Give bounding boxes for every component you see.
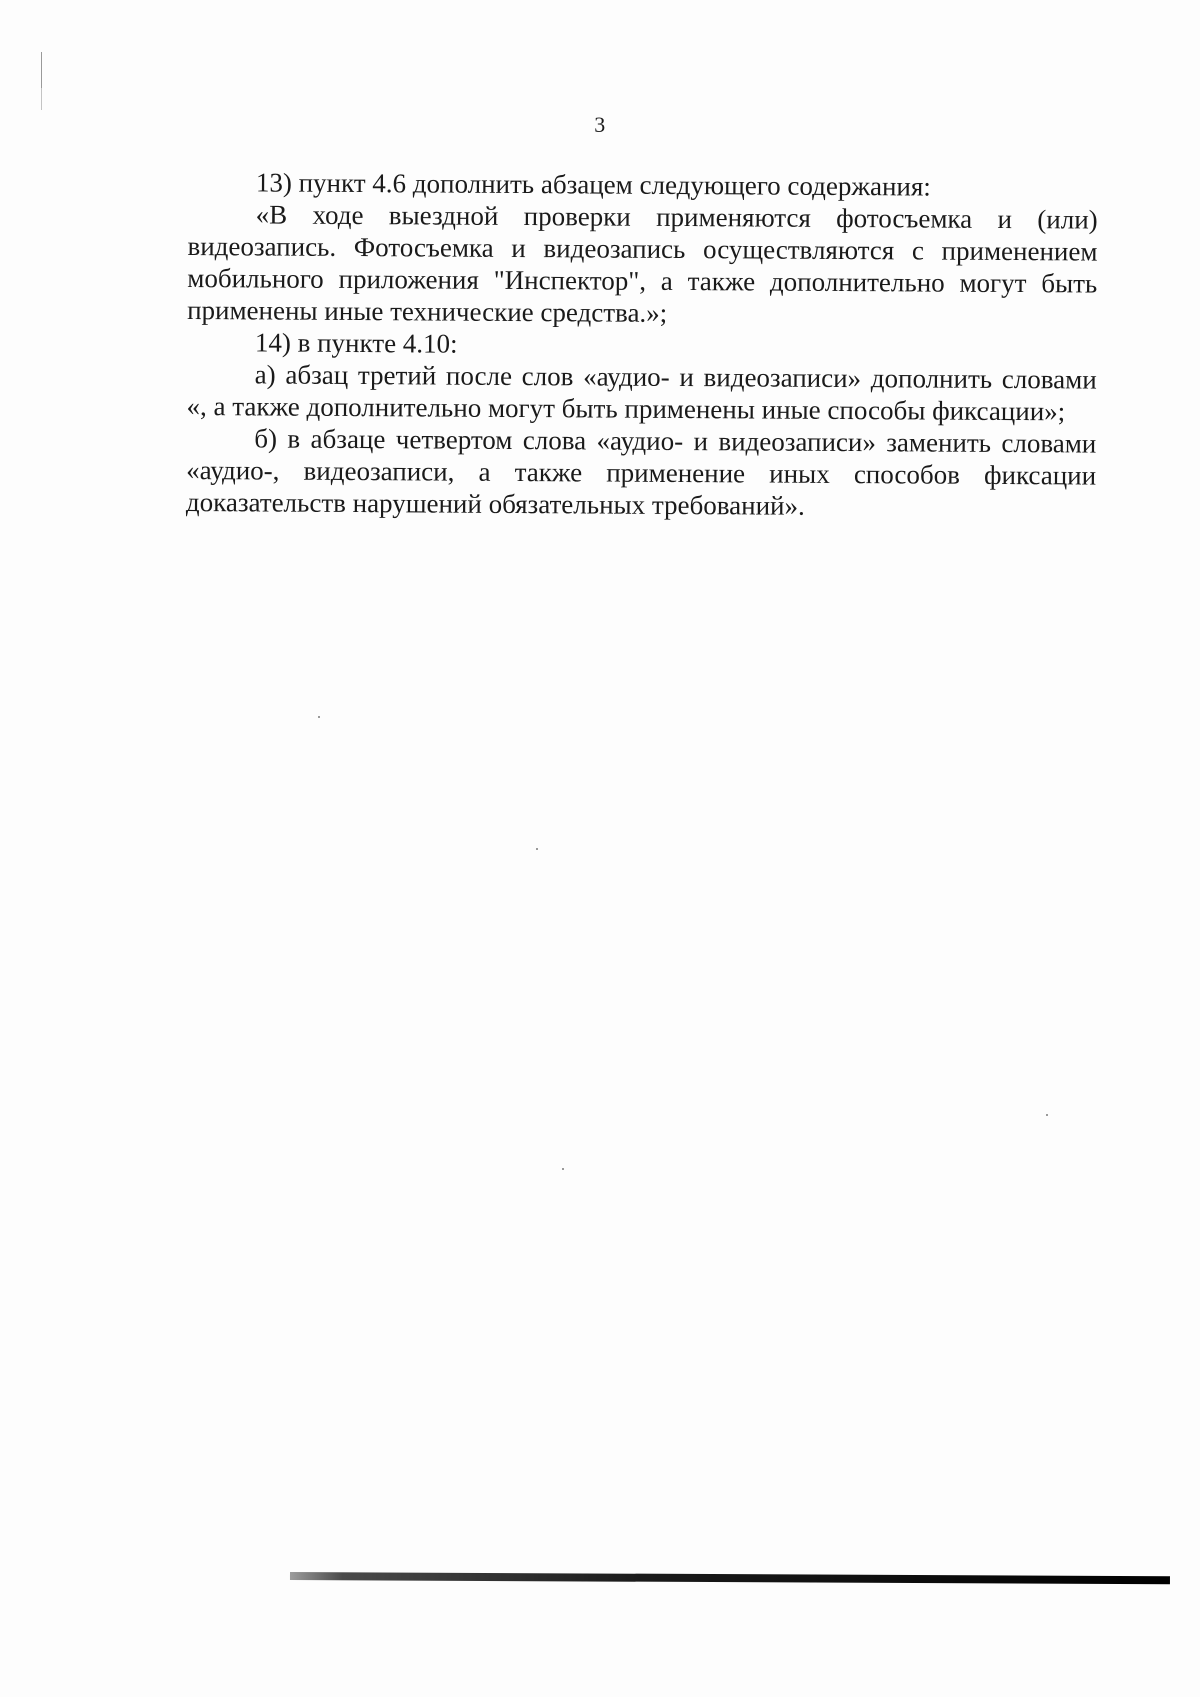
paragraph-quote-inspection: «В ходе выездной проверки применяются фотосъемка и (или) видеозапись. Фотосъемка и видеозапись осуществляются с применением мобильного приложения "Инспектор", а также дополнительно могут быть применены иные технические средства.»; bbox=[187, 199, 1098, 328]
paragraph-subitem-a: а) абзац третий после слов «аудио- и видеозаписи» дополнить словами «, а также дополнительно могут быть применены иные способы фиксации»; bbox=[186, 359, 1097, 427]
scan-speck bbox=[562, 1168, 564, 1170]
bottom-rule bbox=[290, 1572, 1170, 1584]
paragraph-item-14: 14) в пункте 4.10: bbox=[254, 327, 458, 359]
scan-speck bbox=[318, 716, 320, 718]
scan-speck bbox=[1046, 1114, 1048, 1116]
paragraph-item-13: 13) пункт 4.6 дополнить абзацем следующего содержания: bbox=[255, 167, 931, 202]
scan-speck bbox=[536, 848, 538, 850]
paragraph-subitem-b: б) в абзаце четвертом слова «аудио- и видеозаписи» заменить словами «аудио-, видеозаписи, а также применение иных способов фиксации доказательств нарушений обязательных требований». bbox=[185, 423, 1097, 521]
scan-margin-mark bbox=[41, 88, 42, 110]
document-body bbox=[186, 166, 1098, 524]
page-number: 3 bbox=[594, 112, 606, 137]
